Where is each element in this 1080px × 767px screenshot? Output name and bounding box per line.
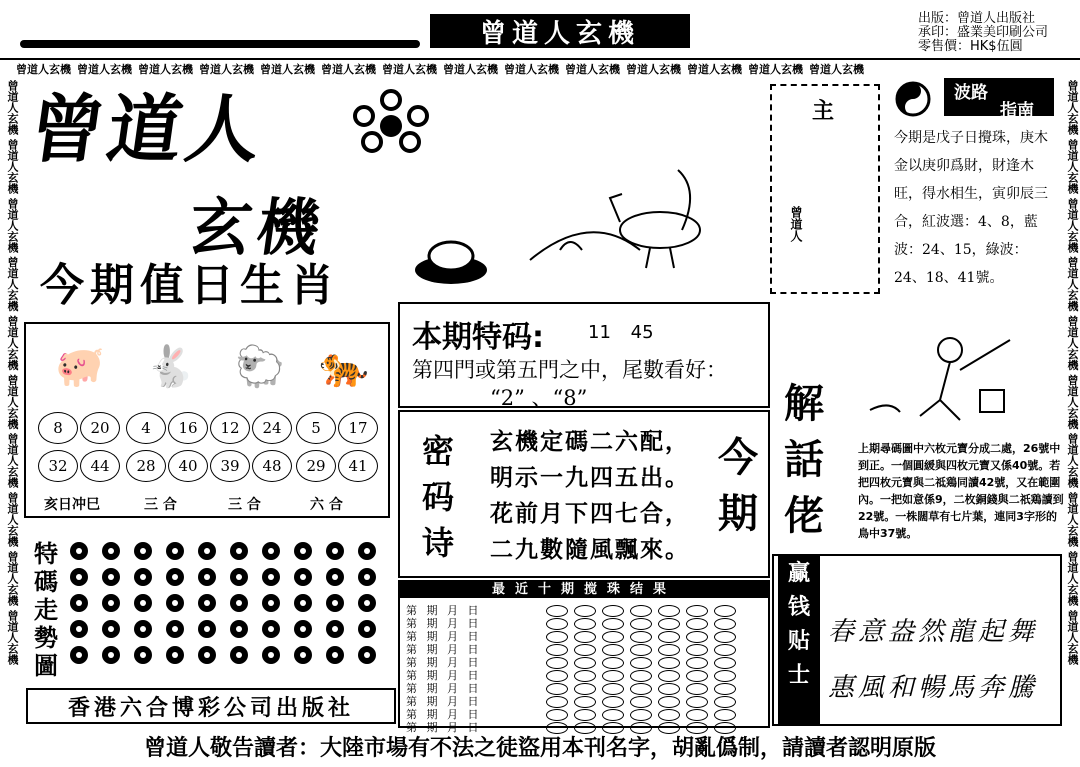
logo-line2: 玄機 [184,191,331,264]
trend-dot [102,568,120,586]
trend-dot [134,568,152,586]
result-oval [574,722,596,734]
number-cell: 29 [296,450,336,482]
recent-row-label: 第 期 月 日 [406,630,482,643]
printer-line: 承印：盛業美印刷公司 [918,25,1049,40]
tips-line: 惠風和暢馬奔騰 [828,673,1039,703]
trend-dot [294,646,312,664]
result-oval [630,722,652,734]
trend-dot [70,568,88,586]
explain-text: 上期尋碼圖中六枚元寶分成二處，26號中到正。一個圓緩與四枚元寶又係40號。若把四枚元寶與二祗鶏同讀42號，又在範圍內。一把如意係9，二枚銅錢與二祇鶏讀到22號。一株闊草有七片葉，連同3字形的鳥中37號。 [858,442,1064,540]
number-cell: 16 [168,412,208,444]
tips-line: 春意盎然龍起舞 [828,617,1039,647]
notice-banner: 曾道人敬告讀者：大陸市場有不法之徒盜用本刊名字，胡亂僞制，請讀者認明原版 [143,735,936,761]
recent-results-box [398,580,770,734]
trend-dot [166,568,184,586]
trend-dot [134,646,152,664]
recent-row-label: 第 期 月 日 [406,604,482,617]
number-cell: 32 [38,450,78,482]
master-title: 主 [812,98,835,124]
trend-dot [102,646,120,664]
recent-row-label: 第 期 月 日 [406,721,482,734]
trend-dot [230,620,248,638]
trend-dot [358,542,376,560]
tips-label: 赢钱贴士 [778,556,820,724]
recent-row-label: 第 期 月 日 [406,708,482,721]
trend-dot [70,542,88,560]
result-oval [546,722,568,734]
recent-row [406,602,742,615]
trend-dot [326,646,344,664]
price-line: 零售價：HK$伍圓 [918,39,1023,54]
poem-line: 明示一九四五出。 [490,464,690,491]
poem-side-label: 今期 [718,434,758,537]
result-oval [714,722,736,734]
trend-dot [262,646,280,664]
trend-dot [230,646,248,664]
master-column [770,84,880,294]
repeat-band-top: 曾道人玄機 曾道人玄機 曾道人玄機 曾道人玄機 曾道人玄機 曾道人玄機 曾道人玄機 曾道人玄機 曾道人玄機 曾道人玄機 曾道人玄機 曾道人玄機 曾道人玄機 曾道人玄機 [16,63,864,76]
recent-row-label: 第 期 月 日 [406,669,482,682]
trend-dot [166,620,184,638]
trend-dot [166,594,184,612]
recent-row-label: 第 期 月 日 [406,682,482,695]
recent-row [406,615,742,628]
number-cell: 39 [210,450,250,482]
trend-dot [134,542,152,560]
trend-dot [166,542,184,560]
trend-dot [262,594,280,612]
guide-text: 今期是戊子日攪珠，庚木金以庚卯爲財，財逢木旺，得水相生，寅卯辰三合，紅波選：4、8，藍波：24、15，綠波：24、18、41號。 [894,130,1048,286]
repeat-band-right: 曾道人玄機 曾道人玄機 曾道人玄機 曾道人玄機 曾道人玄機 曾道人玄機 曾道人玄機 曾道人玄機 曾道人玄機 曾道人玄機 [1066,80,1079,665]
zodiac-table [24,322,390,518]
special-code-numbers: 11 45 [588,322,654,343]
master-signature: 曾道人 [789,206,803,242]
trend-dot [198,568,216,586]
number-cell: 20 [80,412,120,444]
trend-dot [294,542,312,560]
masthead-title: 曾道人玄機 [430,14,690,48]
trend-dot [102,620,120,638]
recent-row [406,667,742,680]
trend-dot [198,646,216,664]
trend-dot [294,620,312,638]
trend-dot [358,646,376,664]
poem-lines [490,424,690,568]
trend-dot [134,620,152,638]
trend-dot [358,594,376,612]
recent-row-label: 第 期 月 日 [406,695,482,708]
result-oval [602,722,624,734]
trend-dot [326,568,344,586]
trend-dot [230,594,248,612]
special-code-label: 本期特码: [412,320,544,355]
repeat-band-left: 曾道人玄機 曾道人玄機 曾道人玄機 曾道人玄機 曾道人玄機 曾道人玄機 曾道人玄機 曾道人玄機 曾道人玄機 曾道人玄機 [6,80,19,665]
number-cell: 5 [296,412,336,444]
guide-title-2: 指南 [1000,101,1034,121]
recent-row-label: 第 期 月 日 [406,643,482,656]
number-cell: 17 [338,412,378,444]
special-code-hint: 第四門或第五門之中，尾數看好： [412,358,727,382]
trend-dot [230,542,248,560]
special-code-tails: “2” 、“8” [490,386,588,410]
fisherman-illustration-icon [860,320,1060,430]
yin-yang-icon [892,80,934,118]
recent-row [406,641,742,654]
pig-icon: 🐖 [55,343,105,390]
tips-lines [828,604,1038,716]
recent-row [406,654,742,667]
poem-label: 密码诗 [422,432,455,562]
trend-dot [358,620,376,638]
number-cell: 12 [210,412,250,444]
publisher-info [918,12,1078,56]
trend-dot [262,620,280,638]
category-label: 三 合 [144,497,177,513]
trend-dot [198,620,216,638]
recent-title: 最近十期搅珠结果 [400,582,768,598]
recent-row [406,719,742,732]
gold-ingot-icon [412,236,490,288]
trend-dot [262,542,280,560]
camel-illustration-icon [510,150,750,280]
password-poem-box [398,410,770,578]
poem-line: 玄機定碼二六配， [490,428,690,455]
trend-dot [102,594,120,612]
poem-line: 花前月下四七合， [490,500,690,527]
trend-dot [358,568,376,586]
result-oval [686,722,708,734]
trend-dot [326,542,344,560]
trend-dot [230,568,248,586]
header-black-bar [20,40,420,48]
recent-row-label: 第 期 月 日 [406,617,482,630]
number-cell: 28 [126,450,166,482]
trend-dot [166,646,184,664]
trend-dot [294,594,312,612]
recent-row-label: 第 期 月 日 [406,656,482,669]
number-cell: 40 [168,450,208,482]
trend-dot [326,594,344,612]
zodiac-title: 今期值日生肖 [40,260,340,311]
number-cell: 48 [252,450,292,482]
rabbit-icon: 🐇 [145,343,195,390]
category-label: 三 合 [228,497,261,513]
trend-dot [326,620,344,638]
number-cell: 24 [252,412,292,444]
trend-dot [262,568,280,586]
poem-line: 二九數隨風飄來。 [490,536,690,563]
category-label: 六 合 [310,497,343,513]
tiger-icon: 🐅 [319,343,369,390]
trend-grid [70,542,390,672]
number-cell: 44 [80,450,120,482]
publisher-line: 出版：曾道人出版社 [918,11,1036,26]
recent-row [406,693,742,706]
guide-title-1: 波路 [954,83,988,103]
logo-line1: 曾道人 [23,87,271,173]
footer-publisher: 香港六合博彩公司出版社 [26,688,396,724]
coins-icon [346,88,436,158]
explain-label: 解話佬 [784,380,824,539]
trend-dot [198,542,216,560]
trend-dot [198,594,216,612]
result-oval [658,722,680,734]
number-row-1 [30,412,386,448]
recent-row [406,628,742,641]
recent-row [406,680,742,693]
goat-icon: 🐑 [235,343,285,390]
trend-dot [70,646,88,664]
trend-dot [102,542,120,560]
number-row-2 [30,450,386,486]
category-label: 亥日冲巳 [44,497,100,513]
trend-label: 特碼走勢圖 [34,539,58,680]
number-cell: 8 [38,412,78,444]
trend-dot [70,594,88,612]
guide-title [944,78,1054,121]
number-cell: 4 [126,412,166,444]
number-cell: 41 [338,450,378,482]
trend-dot [294,568,312,586]
trend-dot [134,594,152,612]
trend-dot [70,620,88,638]
recent-row [406,706,742,719]
special-code-box [398,302,770,408]
